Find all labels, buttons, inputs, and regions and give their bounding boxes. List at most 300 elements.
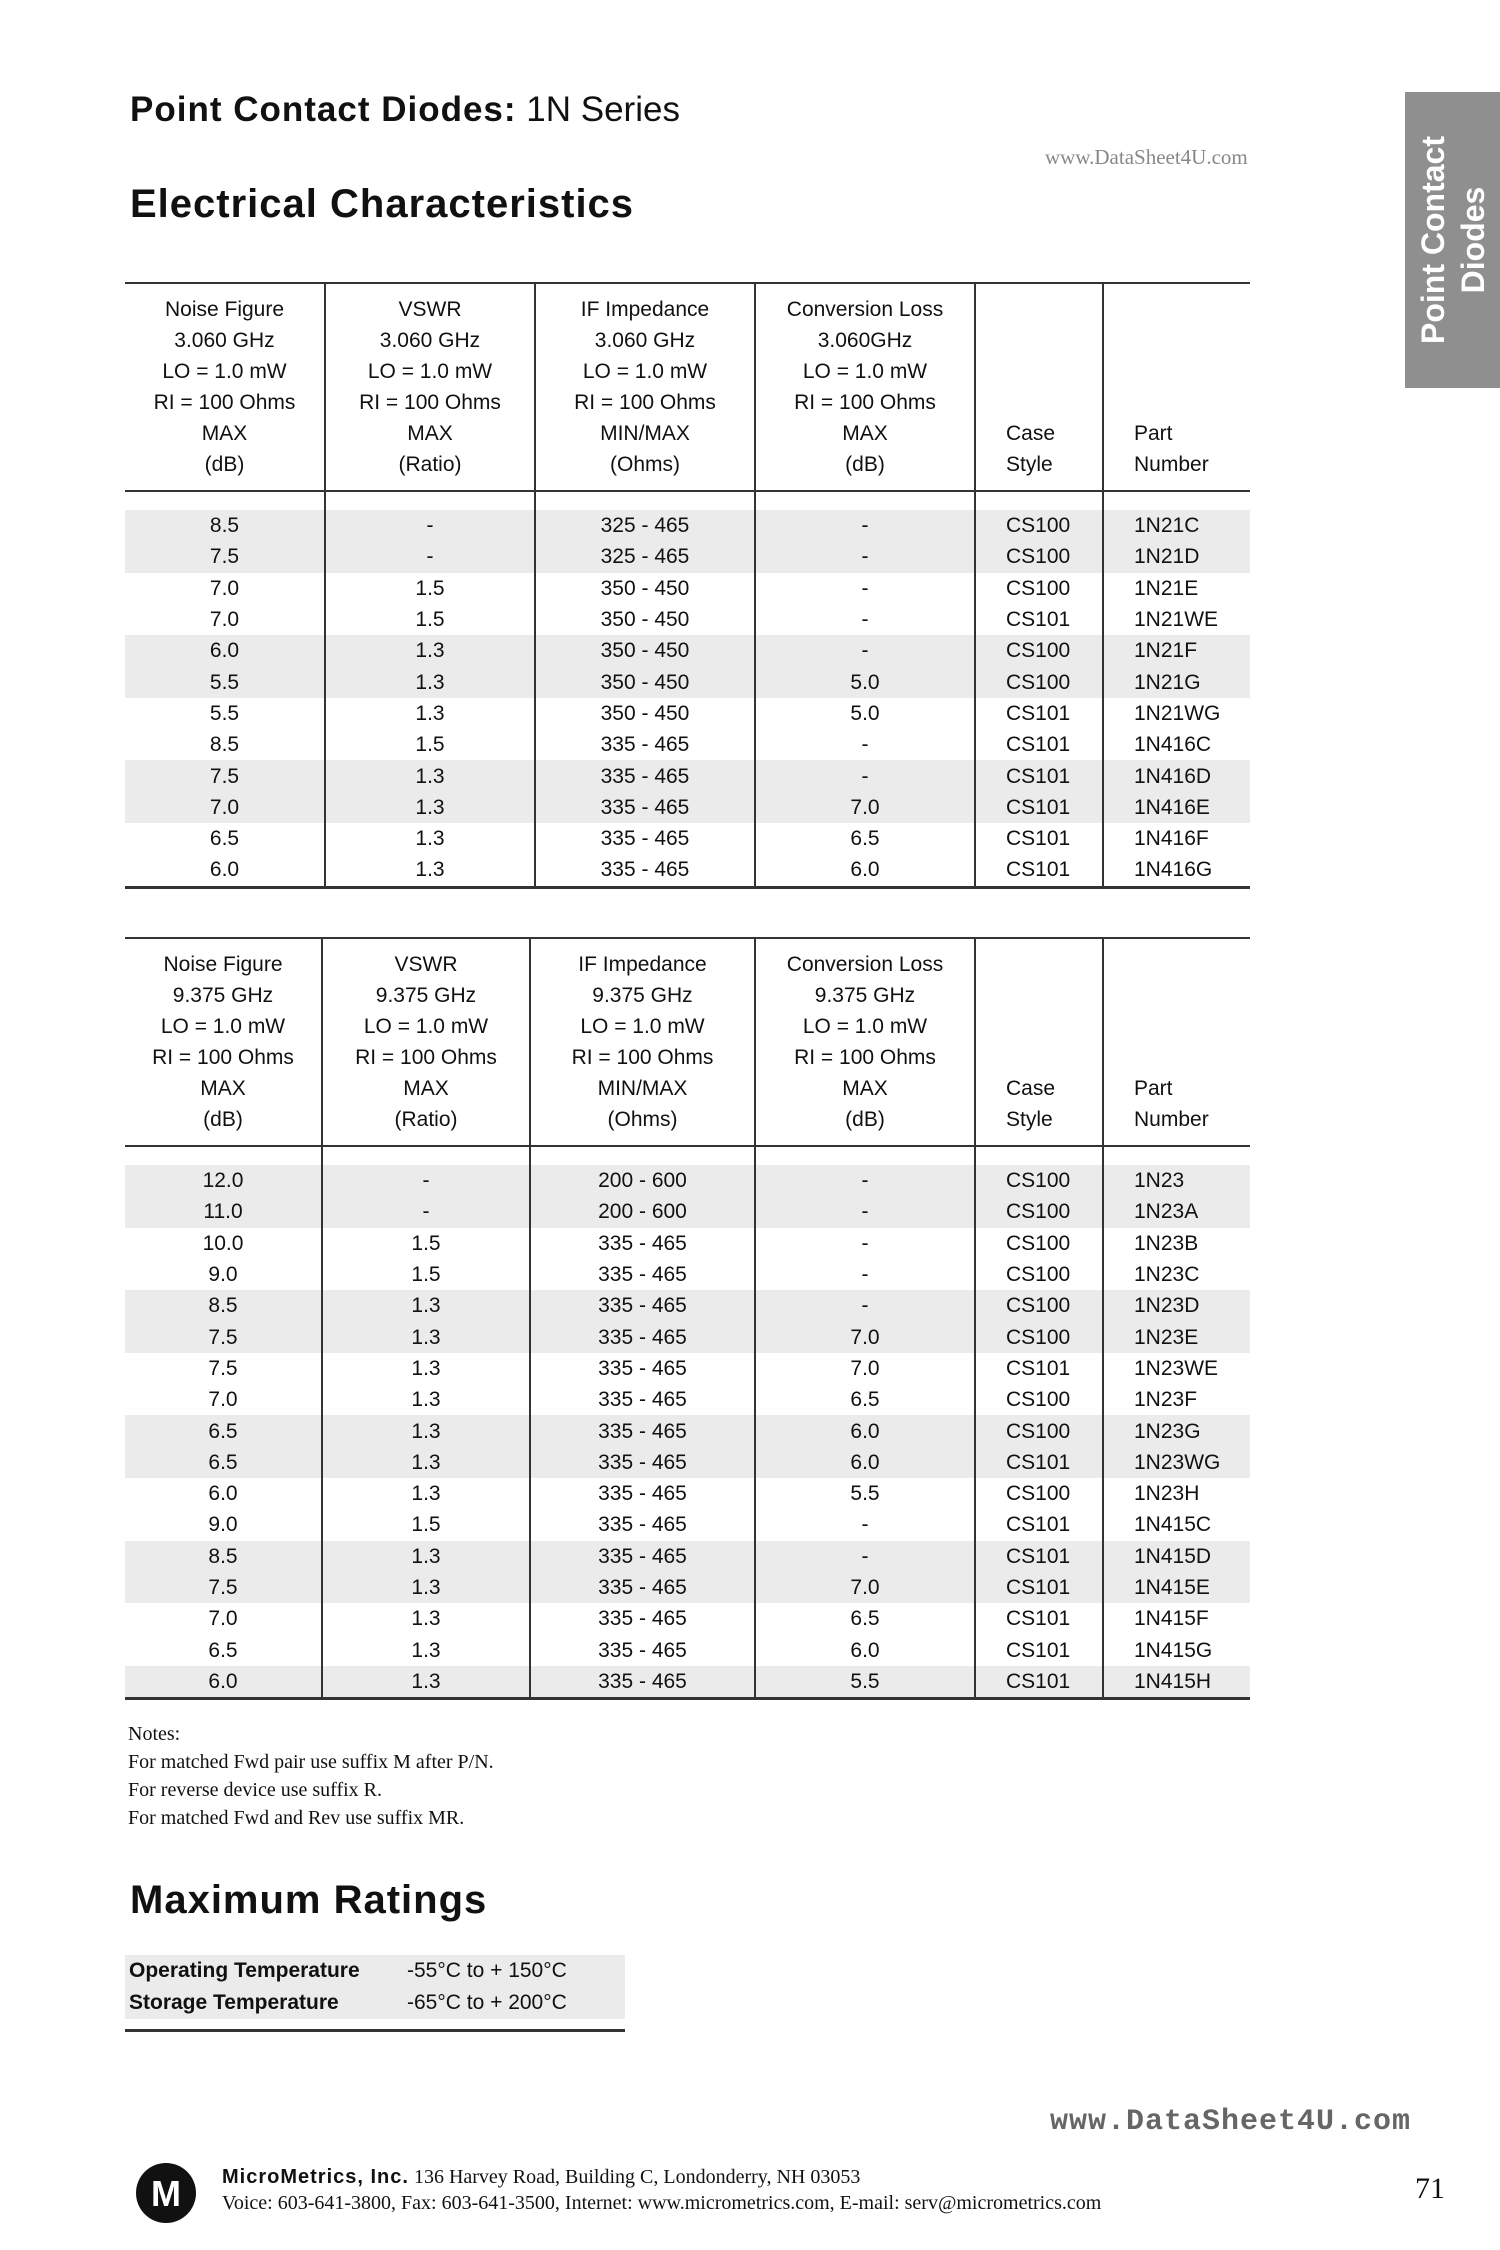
table-cell: 1.3 — [322, 1415, 530, 1446]
column-header-line: (Ohms) — [610, 453, 680, 476]
table-cell: 335 - 465 — [530, 1572, 755, 1603]
table-cell: - — [755, 1228, 975, 1259]
table-row — [125, 1987, 625, 2019]
table-row — [125, 1259, 1250, 1290]
table-row — [125, 1165, 1250, 1196]
column-header-line: LO = 1.0 mW — [363, 1015, 489, 1038]
column-header-line: LO = 1.0 mW — [802, 1015, 928, 1038]
table-cell: 335 - 465 — [530, 1447, 755, 1478]
column-header-line: RI = 100 Ohms — [152, 1046, 294, 1069]
table-cell: 7.5 — [125, 541, 325, 572]
table-cell: - — [755, 635, 975, 666]
table-cell: 325 - 465 — [535, 510, 755, 541]
note-item: For reverse device use suffix R. — [128, 1779, 383, 1801]
table-cell: - — [755, 760, 975, 791]
column-header-line: Style — [1006, 453, 1053, 476]
table-cell: 7.0 — [208, 1388, 238, 1412]
table-cell: 8.5 — [209, 733, 240, 757]
column-header-line: Case — [1006, 1077, 1056, 1100]
table-cell: 200 - 600 — [530, 1165, 755, 1196]
column-header-line: LO = 1.0 mW — [162, 360, 287, 383]
table-cell: 1N23B — [1103, 1228, 1250, 1259]
table-cell: 1.3 — [322, 1666, 530, 1699]
column-header — [1103, 938, 1250, 1146]
column-header — [125, 938, 322, 1146]
spacer-cell — [530, 1146, 755, 1165]
column-header-line: 3.060 GHz — [379, 329, 481, 352]
column-header-line: LO = 1.0 mW — [160, 1015, 286, 1038]
column-header-line: (Ohms) — [607, 1108, 678, 1131]
rating-value: -65°C to + 200°C — [403, 1987, 625, 2019]
table-cell: 1.3 — [322, 1447, 530, 1478]
table-cell: 335 - 465 — [530, 1228, 755, 1259]
table-cell: 7.0 — [755, 1353, 975, 1384]
watermark-bottom: www.DataSheet4U.com — [1050, 2105, 1412, 2139]
table-cell: CS101 — [975, 1634, 1103, 1665]
table-cell: 1.3 — [325, 635, 535, 666]
table-cell: 8.5 — [125, 1541, 322, 1572]
side-tab-text — [1413, 136, 1493, 344]
column-header-line: RI = 100 Ohms — [571, 1046, 714, 1069]
column-header — [755, 283, 975, 491]
spacer-cell — [975, 491, 1103, 510]
table-cell: 335 - 465 — [535, 729, 755, 760]
table-cell: 7.0 — [209, 608, 240, 632]
table-cell: CS101 — [975, 1447, 1103, 1478]
column-header — [322, 938, 530, 1146]
column-header-line: RI = 100 Ohms — [153, 391, 296, 414]
column-header-line: RI = 100 Ohms — [794, 391, 936, 414]
table-cell: 11.0 — [125, 1196, 322, 1227]
table-cell: CS100 — [975, 635, 1103, 666]
table-cell: - — [755, 1509, 975, 1540]
table-cell: - — [755, 1196, 975, 1227]
table-cell: 1N416D — [1103, 760, 1250, 791]
table-row — [125, 729, 1250, 760]
column-header-line: (dB) — [845, 453, 885, 476]
table-row — [125, 635, 1250, 666]
table-cell: 1.3 — [325, 666, 535, 697]
table-cell: 1N416E — [1103, 792, 1250, 823]
table-cell: 6.0 — [755, 1415, 975, 1446]
column-header-line: 3.060GHz — [817, 329, 913, 352]
table-row — [125, 604, 1250, 635]
table-cell: 200 - 600 — [530, 1196, 755, 1227]
table-cell: - — [755, 1290, 975, 1321]
table-row — [125, 510, 1250, 541]
table-cell: CS100 — [975, 1384, 1103, 1415]
table-cell: 1.5 — [325, 604, 535, 635]
table-cell: 335 - 465 — [530, 1478, 755, 1509]
table-cell: 12.0 — [125, 1165, 322, 1196]
table-cell: CS100 — [975, 541, 1103, 572]
table-row — [125, 1415, 1250, 1446]
table-header-row — [125, 283, 1250, 491]
table-cell: 7.0 — [208, 1607, 238, 1631]
table-row — [125, 1634, 1250, 1665]
table-cell: CS100 — [975, 1228, 1103, 1259]
table-cell: 1N23 — [1103, 1165, 1250, 1196]
table-cell: 1N21E — [1103, 573, 1250, 604]
column-header-line: Number — [1134, 453, 1209, 476]
table-row — [125, 760, 1250, 791]
company-logo — [135, 2162, 197, 2224]
column-header-line: RI = 100 Ohms — [574, 391, 716, 414]
table-cell: 1.5 — [322, 1509, 530, 1540]
table-cell: 1N415F — [1103, 1603, 1250, 1634]
column-header-line: MAX — [842, 422, 888, 445]
rating-label: Operating Temperature — [125, 1955, 403, 1987]
column-header-line: Conversion Loss — [786, 953, 944, 976]
table-cell: CS101 — [975, 1509, 1103, 1540]
spacer-row — [125, 491, 1250, 510]
table-cell: 335 - 465 — [535, 760, 755, 791]
table-cell: CS100 — [975, 1259, 1103, 1290]
column-header-line: (dB) — [203, 1108, 243, 1131]
column-header — [1103, 283, 1250, 491]
column-header-line: LO = 1.0 mW — [367, 360, 493, 383]
column-header — [975, 283, 1103, 491]
table-cell: 1N415H — [1103, 1666, 1250, 1699]
table-cell: 1.3 — [325, 854, 535, 887]
table-cell: 1.3 — [322, 1353, 530, 1384]
table-cell: 1N415C — [1103, 1509, 1250, 1540]
table-row — [125, 1196, 1250, 1227]
table-cell: 350 - 450 — [535, 666, 755, 697]
notes — [128, 1720, 494, 1832]
table-cell: 1N23WE — [1103, 1353, 1250, 1384]
table-cell: 6.0 — [755, 1447, 975, 1478]
column-header-line: MAX — [403, 1077, 449, 1100]
table-cell: 335 - 465 — [530, 1384, 755, 1415]
column-header — [755, 938, 975, 1146]
table-cell: 350 - 450 — [535, 573, 755, 604]
table-cell: 5.5 — [209, 701, 240, 725]
table-cell: 5.5 — [125, 666, 325, 697]
table-cell: 335 - 465 — [530, 1603, 755, 1634]
table-cell: 6.5 — [208, 1638, 238, 1662]
table-cell: - — [325, 541, 535, 572]
table-cell: 1.3 — [322, 1572, 530, 1603]
column-header-line: 3.060 GHz — [594, 329, 696, 352]
table-cell: 1N21WG — [1103, 698, 1250, 729]
table-cell: 7.0 — [755, 792, 975, 823]
column-header-line: Conversion Loss — [786, 298, 944, 321]
table-cell: 7.5 — [125, 1572, 322, 1603]
logo-letter: M — [151, 2173, 181, 2214]
table-cell: 6.0 — [125, 1666, 322, 1699]
column-header-line: (Ratio) — [398, 453, 462, 476]
table-cell: - — [325, 510, 535, 541]
table-cell: - — [755, 541, 975, 572]
table-cell: 6.0 — [755, 854, 975, 887]
spec-table-9ghz — [125, 937, 1250, 1700]
table-cell: 1.3 — [325, 792, 535, 823]
column-header-line: LO = 1.0 mW — [802, 360, 928, 383]
table-cell: 325 - 465 — [535, 541, 755, 572]
table-cell: 7.0 — [125, 792, 325, 823]
notes-title: Notes: — [128, 1723, 181, 1745]
table-cell: 1.3 — [322, 1321, 530, 1352]
table-cell: CS101 — [975, 604, 1103, 635]
table-row — [125, 666, 1250, 697]
table-cell: 350 - 450 — [535, 604, 755, 635]
table-cell: 335 - 465 — [530, 1666, 755, 1699]
footer-address-line — [222, 2166, 860, 2189]
note-item: For matched Fwd pair use suffix M after P/N. — [128, 1751, 494, 1773]
table-cell: - — [755, 1541, 975, 1572]
table-cell: - — [755, 604, 975, 635]
table-cell: CS100 — [975, 1478, 1103, 1509]
spacer-cell — [1103, 1146, 1250, 1165]
column-header-line: VSWR — [398, 298, 462, 321]
page-number: 71 — [1415, 2172, 1445, 2205]
column-header-line: MAX — [200, 1077, 246, 1100]
table-cell: 9.0 — [208, 1263, 238, 1287]
spacer-cell — [755, 1146, 975, 1165]
column-header — [975, 938, 1103, 1146]
table-cell: 335 - 465 — [530, 1509, 755, 1540]
column-header-line: Noise Figure — [163, 953, 283, 976]
table-cell: 335 - 465 — [530, 1634, 755, 1665]
table-cell: 7.5 — [208, 1356, 238, 1380]
table-cell: 1N23G — [1103, 1415, 1250, 1446]
column-header — [530, 938, 755, 1146]
table-cell: 1N23E — [1103, 1321, 1250, 1352]
table-cell: 350 - 450 — [535, 698, 755, 729]
table-row — [125, 823, 1250, 854]
table-cell: CS101 — [975, 823, 1103, 854]
table-cell: CS101 — [975, 760, 1103, 791]
table-cell: 1N416G — [1103, 854, 1250, 887]
page-title — [130, 90, 680, 130]
column-header-line: 9.375 GHz — [375, 984, 477, 1007]
table-cell: 8.5 — [125, 510, 325, 541]
table-row — [125, 1447, 1250, 1478]
table-row — [125, 1541, 1250, 1572]
table-cell: - — [322, 1165, 530, 1196]
table-cell: 7.5 — [125, 1321, 322, 1352]
column-header — [325, 283, 535, 491]
table-cell: 8.5 — [125, 1290, 322, 1321]
table-cell: 1N21F — [1103, 635, 1250, 666]
table-cell: 10.0 — [202, 1231, 244, 1255]
table-cell: 1.5 — [322, 1259, 530, 1290]
table-cell: 1N21C — [1103, 510, 1250, 541]
table-cell: - — [755, 729, 975, 760]
table-cell: 1.3 — [325, 760, 535, 791]
spacer-cell — [975, 1146, 1103, 1165]
column-header-line: Number — [1134, 1108, 1209, 1131]
table-cell: CS100 — [975, 510, 1103, 541]
column-header-line: Part — [1134, 1077, 1173, 1100]
column-header-line: MAX — [842, 1077, 888, 1100]
spacer-cell — [535, 491, 755, 510]
table-cell: 350 - 450 — [535, 635, 755, 666]
table-cell: CS100 — [975, 1165, 1103, 1196]
table-cell: CS100 — [975, 1196, 1103, 1227]
company-name: MicroMetrics, Inc. — [222, 2166, 409, 2188]
watermark-top: www.DataSheet4U.com — [1045, 145, 1248, 169]
table-row — [125, 698, 1250, 729]
table-cell: - — [755, 573, 975, 604]
table-cell: 335 - 465 — [530, 1415, 755, 1446]
column-header-line: RI = 100 Ohms — [359, 391, 501, 414]
table-cell: CS100 — [975, 1290, 1103, 1321]
table-cell: CS101 — [975, 1353, 1103, 1384]
table-cell: 1.3 — [325, 823, 535, 854]
table-cell: 6.5 — [755, 823, 975, 854]
table-body — [125, 491, 1250, 887]
column-header-line: 9.375 GHz — [592, 984, 693, 1007]
table-cell: 6.5 — [209, 827, 240, 851]
table-cell: 6.5 — [755, 1603, 975, 1634]
table-row — [125, 1290, 1250, 1321]
table-row — [125, 1955, 625, 1987]
table-cell: 1.3 — [322, 1478, 530, 1509]
table-cell: - — [755, 510, 975, 541]
table-cell: 335 - 465 — [535, 792, 755, 823]
table-cell: CS100 — [975, 573, 1103, 604]
section-heading-ratings: Maximum Ratings — [130, 1878, 488, 1922]
table-cell: 335 - 465 — [530, 1290, 755, 1321]
table-cell: 7.0 — [755, 1572, 975, 1603]
table-cell: 1N416F — [1103, 823, 1250, 854]
company-address: 136 Harvey Road, Building C, Londonderry, NH 03053 — [408, 2166, 861, 2188]
table-cell: 7.0 — [209, 576, 240, 600]
table-row — [125, 1321, 1250, 1352]
table-cell: CS100 — [975, 1321, 1103, 1352]
side-tab-line2: Diodes — [1454, 186, 1491, 294]
table-cell: 335 - 465 — [530, 1321, 755, 1352]
column-header-line: MAX — [201, 422, 248, 445]
table-row — [125, 573, 1250, 604]
column-header-line: MIN/MAX — [597, 1077, 688, 1100]
table-cell: CS100 — [975, 1415, 1103, 1446]
table-cell: 1N415G — [1103, 1634, 1250, 1665]
column-header — [125, 283, 325, 491]
table-cell: CS101 — [975, 1541, 1103, 1572]
table-row — [125, 1603, 1250, 1634]
table-cell: CS101 — [975, 698, 1103, 729]
table-cell: 335 - 465 — [535, 854, 755, 887]
table-cell: CS101 — [975, 1666, 1103, 1699]
table-cell: CS101 — [975, 1572, 1103, 1603]
spec-table-3ghz — [125, 282, 1250, 889]
table-cell: 9.0 — [208, 1513, 238, 1537]
table-cell: 7.0 — [755, 1321, 975, 1352]
column-header-line: VSWR — [394, 953, 458, 976]
spacer-cell — [755, 491, 975, 510]
column-header-line: 9.375 GHz — [172, 984, 274, 1007]
table-cell: 1N23F — [1103, 1384, 1250, 1415]
table-cell: 1.3 — [322, 1603, 530, 1634]
section-heading-electrical: Electrical Characteristics — [130, 182, 635, 226]
table-cell: CS101 — [975, 1603, 1103, 1634]
table-cell: 335 - 465 — [530, 1353, 755, 1384]
table-cell: 6.0 — [125, 854, 325, 887]
table-cell: 6.0 — [208, 1482, 238, 1506]
table-cell: 335 - 465 — [530, 1541, 755, 1572]
table-cell: 7.5 — [125, 760, 325, 791]
table-row — [125, 541, 1250, 572]
column-header-line: IF Impedance — [578, 953, 707, 976]
table-cell: - — [755, 1259, 975, 1290]
column-header-line: IF Impedance — [580, 298, 710, 321]
column-header-line: Noise Figure — [164, 298, 285, 321]
table-cell: 1N21D — [1103, 541, 1250, 572]
ratings-table — [125, 1955, 625, 2019]
spacer-cell — [1103, 491, 1250, 510]
table-cell: CS101 — [975, 729, 1103, 760]
rating-value: -55°C to + 150°C — [403, 1955, 625, 1987]
column-header-line: RI = 100 Ohms — [794, 1046, 936, 1069]
table-cell: CS101 — [975, 792, 1103, 823]
side-tab — [1405, 92, 1500, 388]
table-row — [125, 1228, 1250, 1259]
table-cell: - — [322, 1196, 530, 1227]
table-row — [125, 1509, 1250, 1540]
table-cell: 1N415E — [1103, 1572, 1250, 1603]
column-header-line: Part — [1134, 422, 1173, 445]
table-cell: 1.3 — [322, 1541, 530, 1572]
column-header — [535, 283, 755, 491]
table-cell: - — [755, 1165, 975, 1196]
column-header-line: Case — [1006, 422, 1056, 445]
column-header-line: RI = 100 Ohms — [355, 1046, 497, 1069]
table-row — [125, 854, 1250, 887]
table-cell: 1.5 — [325, 729, 535, 760]
side-tab-line1: Point Contact — [1414, 136, 1451, 344]
table-cell: 1.3 — [322, 1384, 530, 1415]
column-header-line: LO = 1.0 mW — [580, 1015, 705, 1038]
divider — [125, 2029, 625, 2032]
table-cell: 1.3 — [322, 1290, 530, 1321]
column-header-line: LO = 1.0 mW — [582, 360, 708, 383]
column-header-line: MAX — [407, 422, 453, 445]
table-cell: 1.3 — [322, 1634, 530, 1665]
column-header-line: 3.060 GHz — [174, 329, 275, 352]
spacer-cell — [125, 1146, 322, 1165]
table-cell: 6.5 — [125, 1415, 322, 1446]
table-cell: 335 - 465 — [530, 1259, 755, 1290]
table-cell: 6.0 — [755, 1634, 975, 1665]
table-cell: 5.5 — [755, 1666, 975, 1699]
column-header-line: 9.375 GHz — [814, 984, 916, 1007]
table-row — [125, 1353, 1250, 1384]
table-cell: 1N21G — [1103, 666, 1250, 697]
table-cell: 6.5 — [125, 1447, 322, 1478]
column-header-line: (dB) — [204, 453, 245, 476]
table-cell: 1.5 — [322, 1228, 530, 1259]
table-cell: 1N416C — [1103, 729, 1250, 760]
table-header-row — [125, 938, 1250, 1146]
spacer-cell — [322, 1146, 530, 1165]
spacer-row — [125, 1146, 1250, 1165]
table-cell: 6.0 — [125, 635, 325, 666]
footer-contact-line: Voice: 603-641-3800, Fax: 603-641-3500, Internet: www.micrometrics.com, E-mail: serv@micrometrics.com — [222, 2192, 1102, 2214]
table-cell: 1N23H — [1103, 1478, 1250, 1509]
table-row — [125, 1478, 1250, 1509]
table-cell: 1N23C — [1103, 1259, 1250, 1290]
table-cell: 1N21WE — [1103, 604, 1250, 635]
column-header-line: (dB) — [845, 1108, 885, 1131]
title-bold: Point Contact Diodes: — [130, 90, 517, 129]
table-cell: 1N23A — [1103, 1196, 1250, 1227]
table-cell: 1N23D — [1103, 1290, 1250, 1321]
table-cell: 5.0 — [755, 698, 975, 729]
table-body — [125, 1146, 1250, 1699]
